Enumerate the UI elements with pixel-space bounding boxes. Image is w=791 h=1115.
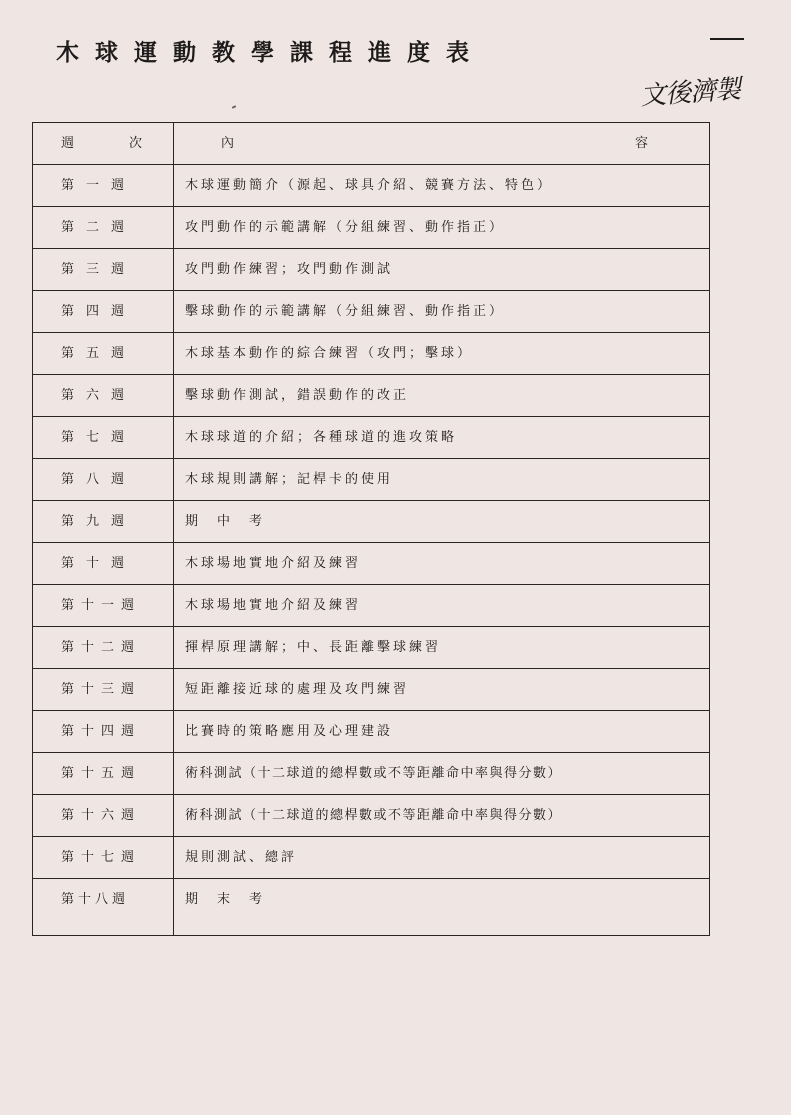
table-row: [33, 165, 709, 207]
week-cell: 第五週: [61, 346, 137, 361]
content-cell: 木球場地實地介紹及練習: [185, 598, 362, 613]
week-cell: 第八週: [61, 472, 137, 487]
content-cell: 揮桿原理講解；中、長距離擊球練習: [185, 640, 442, 655]
content-cell: 比賽時的策略應用及心理建設: [185, 724, 394, 739]
week-cell: 第十五週: [61, 766, 142, 781]
content-cell: 攻門動作練習；攻門動作測試: [185, 262, 394, 277]
table-row: [33, 879, 709, 921]
content-cell: 木球規則講解；記桿卡的使用: [185, 472, 394, 487]
content-cell: 期 中 考: [185, 514, 266, 529]
table-row: [33, 669, 709, 711]
table-row: [33, 543, 709, 585]
content-cell: 木球運動簡介（源起、球具介紹、競賽方法、特色）: [185, 178, 554, 193]
table-row: [33, 585, 709, 627]
content-cell: 規則測試、總評: [185, 850, 298, 865]
table-row: [33, 753, 709, 795]
table-row: [33, 375, 709, 417]
week-cell: 第十週: [61, 556, 137, 571]
content-cell: 期 末 考: [185, 892, 266, 907]
table-row: [33, 459, 709, 501]
paper-speck: [232, 105, 236, 109]
table-row: [33, 711, 709, 753]
week-cell: 第十七週: [61, 850, 142, 865]
table-row: [33, 207, 709, 249]
week-cell: 第十三週: [61, 682, 142, 697]
content-cell: 木球球道的介紹；各種球道的進攻策略: [185, 430, 458, 445]
week-cell: 第十八週: [61, 892, 130, 907]
content-cell: 術科測試（十二球道的總桿數或不等距離命中率與得分數）: [185, 808, 563, 823]
content-cell: 術科測試（十二球道的總桿數或不等距離命中率與得分數）: [185, 766, 563, 781]
week-cell: 第四週: [61, 304, 137, 319]
table-row: [33, 333, 709, 375]
week-cell: 第十四週: [61, 724, 142, 739]
title-dash: [710, 38, 744, 40]
week-cell: 第二週: [61, 220, 137, 235]
table-row: [33, 291, 709, 333]
table-row: [33, 417, 709, 459]
content-cell: 擊球動作測試，錯誤動作的改正: [185, 388, 410, 403]
week-cell: 第六週: [61, 388, 137, 403]
document-title: 木球運動教學課程進度表: [56, 39, 485, 66]
content-cell: 短距離接近球的處理及攻門練習: [185, 682, 410, 697]
week-cell: 第一週: [61, 178, 137, 193]
table-row: [33, 837, 709, 879]
table-row: [33, 501, 709, 543]
header-week-char-2: 次: [129, 136, 143, 151]
content-cell: 木球基本動作的綜合練習（攻門；擊球）: [185, 346, 474, 361]
content-cell: 攻門動作的示範講解（分組練習、動作指正）: [185, 220, 506, 235]
header-content-char-1: 內: [221, 136, 235, 151]
table-header-row: [33, 123, 709, 165]
week-cell: 第十二週: [61, 640, 142, 655]
week-cell: 第十一週: [61, 598, 142, 613]
table-row: [33, 795, 709, 837]
header-content-char-2: 容: [635, 136, 649, 151]
week-cell: 第九週: [61, 514, 137, 529]
content-cell: 擊球動作的示範講解（分組練習、動作指正）: [185, 304, 506, 319]
content-cell: 木球場地實地介紹及練習: [185, 556, 362, 571]
schedule-table: [32, 122, 710, 936]
table-row: [33, 627, 709, 669]
week-cell: 第三週: [61, 262, 137, 277]
table-row: [33, 249, 709, 291]
week-cell: 第十六週: [61, 808, 142, 823]
header-week-char-1: 週: [61, 136, 75, 151]
handwritten-signature: 文後濟製: [639, 74, 742, 112]
week-cell: 第七週: [61, 430, 137, 445]
